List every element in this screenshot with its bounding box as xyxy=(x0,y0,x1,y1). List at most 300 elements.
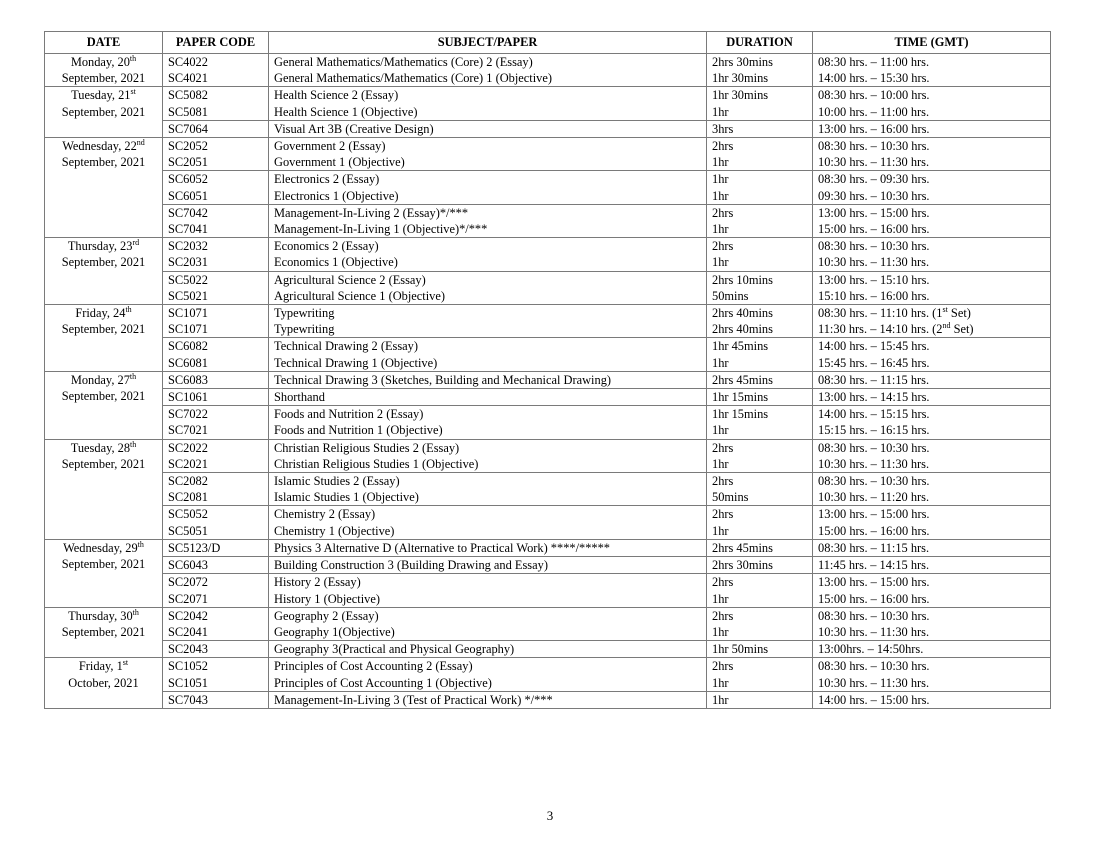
paper-code-cell xyxy=(163,271,269,304)
paper-code-cell xyxy=(163,138,269,171)
duration-cell xyxy=(707,539,813,556)
paper-code-text: SC2043 xyxy=(168,642,208,657)
time-value: 08:30 hrs. – 10:30 hrs. xyxy=(818,139,930,154)
date-weekday xyxy=(47,238,160,254)
paper-code-text: SC5051 xyxy=(168,523,208,538)
time-value: 08:30 hrs. – 10:00 hrs. xyxy=(818,88,930,103)
time-cell xyxy=(813,574,1051,607)
time-cell xyxy=(813,439,1051,472)
time-value: 11:45 hrs. – 14:15 hrs. xyxy=(818,558,930,573)
paper-code-cell xyxy=(163,539,269,556)
date-day: Tuesday, 21 xyxy=(71,88,131,103)
paper-code-text: SC4022 xyxy=(168,55,208,69)
time-cell xyxy=(813,539,1051,556)
time-cell xyxy=(813,406,1051,439)
duration-cell xyxy=(707,204,813,237)
duration-cell xyxy=(707,658,813,691)
subject-text: Technical Drawing 3 (Sketches, Building and Mechanical Drawing) xyxy=(274,372,612,387)
paper-code-cell xyxy=(163,171,269,204)
time-text xyxy=(818,272,1045,288)
duration-text: 1hr 45mins xyxy=(712,339,769,354)
time-text xyxy=(818,238,1045,254)
subject-text: Technical Drawing 2 (Essay) xyxy=(274,339,418,354)
subject-cell xyxy=(269,338,707,371)
time-text xyxy=(818,221,1045,237)
time-text xyxy=(818,372,1045,388)
header-duration: DURATION xyxy=(707,32,813,54)
table-row xyxy=(45,658,1051,691)
paper-code-text: SC7042 xyxy=(168,205,208,220)
time-value: 08:30 hrs. – 10:30 hrs. xyxy=(818,239,930,254)
time-value: 08:30 hrs. – 10:30 hrs. xyxy=(818,474,930,489)
subject-text: Islamic Studies 2 (Essay) xyxy=(274,474,400,489)
date-month-year: September, 2021 xyxy=(61,557,146,572)
table-row xyxy=(45,371,1051,388)
time-cell xyxy=(813,473,1051,506)
subject-cell xyxy=(269,204,707,237)
date-weekday xyxy=(47,54,160,70)
table-row xyxy=(45,305,1051,338)
subject-text: Economics 2 (Essay) xyxy=(274,239,379,254)
subject-text: Shorthand xyxy=(274,390,325,405)
table-row xyxy=(45,557,1051,574)
ordinal-suffix: nd xyxy=(942,321,951,331)
subject-cell xyxy=(269,87,707,120)
subject-cell xyxy=(269,641,707,658)
paper-code-cell xyxy=(163,54,269,87)
time-text xyxy=(818,641,1045,657)
subject-cell xyxy=(269,607,707,640)
paper-code-cell xyxy=(163,607,269,640)
date-day: Thursday, 23 xyxy=(67,239,133,254)
time-value: 15:45 hrs. – 16:45 hrs. xyxy=(818,355,930,370)
time-text xyxy=(818,608,1045,624)
ordinal-suffix: st xyxy=(942,305,948,314)
paper-code-text: SC1052 xyxy=(168,659,208,674)
time-text xyxy=(818,540,1045,556)
paper-code-text: SC7041 xyxy=(168,222,208,237)
date-day: Wednesday, 29 xyxy=(63,540,138,555)
paper-code-text: SC5082 xyxy=(168,88,208,103)
subject-cell xyxy=(269,658,707,691)
table-row xyxy=(45,506,1051,539)
paper-code-text: SC5021 xyxy=(168,288,208,303)
paper-code-text: SC2041 xyxy=(168,624,208,639)
subject-text: Principles of Cost Accounting 2 (Essay) xyxy=(274,659,473,674)
date-cell xyxy=(45,658,163,709)
date-month-year: September, 2021 xyxy=(61,71,146,86)
time-value: 14:00 hrs. – 15:30 hrs. xyxy=(818,71,930,86)
time-text xyxy=(818,591,1045,607)
paper-code-cell xyxy=(163,389,269,406)
duration-text: 2hrs xyxy=(712,608,734,623)
time-note: Set) xyxy=(950,322,974,337)
subject-cell xyxy=(269,506,707,539)
paper-code-text: SC2072 xyxy=(168,575,208,590)
subject-text: Technical Drawing 1 (Objective) xyxy=(274,355,438,370)
paper-code-text: SC1051 xyxy=(168,675,208,690)
paper-code-text: SC6081 xyxy=(168,355,208,370)
duration-text: 2hrs 40mins xyxy=(712,322,773,337)
paper-code-text: SC7064 xyxy=(168,121,208,136)
time-value: 11:30 hrs. – 14:10 hrs. (2 xyxy=(818,322,943,337)
date-weekday xyxy=(47,608,160,624)
duration-text: 1hr xyxy=(712,624,729,639)
date-cell xyxy=(45,539,163,607)
date-month-year: September, 2021 xyxy=(61,104,146,119)
duration-cell xyxy=(707,120,813,137)
date-weekday xyxy=(47,138,160,154)
table-row xyxy=(45,338,1051,371)
duration-cell xyxy=(707,54,813,87)
subject-cell xyxy=(269,54,707,87)
paper-code-text: SC7022 xyxy=(168,407,208,422)
duration-text: 2hrs 45mins xyxy=(712,540,773,555)
date-cell xyxy=(45,439,163,539)
ordinal-suffix: th xyxy=(130,439,137,449)
paper-code-text: SC2032 xyxy=(168,239,208,254)
duration-cell xyxy=(707,389,813,406)
duration-text: 2hrs xyxy=(712,575,734,590)
paper-code-text: SC5081 xyxy=(168,104,208,119)
subject-text: Geography 3(Practical and Physical Geography) xyxy=(274,642,515,657)
paper-code-cell xyxy=(163,574,269,607)
paper-code-cell xyxy=(163,120,269,137)
table-row xyxy=(45,171,1051,204)
time-value: 08:30 hrs. – 10:30 hrs. xyxy=(818,659,930,674)
subject-text: Chemistry 1 (Objective) xyxy=(274,523,395,538)
duration-cell xyxy=(707,506,813,539)
time-cell xyxy=(813,305,1051,338)
time-value: 10:30 hrs. – 11:30 hrs. xyxy=(818,255,930,270)
paper-code-text: SC6082 xyxy=(168,339,208,354)
time-text xyxy=(818,355,1045,371)
paper-code-text: SC2082 xyxy=(168,474,208,489)
duration-text: 2hrs 30mins xyxy=(712,558,773,573)
subject-text: General Mathematics/Mathematics (Core) 2 (Essay) xyxy=(274,55,533,69)
time-text xyxy=(818,624,1045,640)
subject-text: Chemistry 2 (Essay) xyxy=(274,507,376,522)
time-value: 10:30 hrs. – 11:20 hrs. xyxy=(818,490,930,505)
duration-cell xyxy=(707,87,813,120)
subject-text: Christian Religious Studies 2 (Essay) xyxy=(274,440,460,455)
duration-text: 2hrs xyxy=(712,474,734,489)
time-value: 14:00 hrs. – 15:45 hrs. xyxy=(818,339,930,354)
time-cell xyxy=(813,138,1051,171)
time-text xyxy=(818,489,1045,505)
duration-text: 2hrs xyxy=(712,440,734,455)
paper-code-cell xyxy=(163,87,269,120)
time-value: 13:00 hrs. – 16:00 hrs. xyxy=(818,121,930,136)
paper-code-cell xyxy=(163,557,269,574)
time-cell xyxy=(813,389,1051,406)
subject-text: Geography 2 (Essay) xyxy=(274,608,379,623)
time-cell xyxy=(813,204,1051,237)
subject-cell xyxy=(269,539,707,556)
duration-text: 50mins xyxy=(712,288,749,303)
paper-code-text: SC1071 xyxy=(168,306,208,321)
time-value: 10:30 hrs. – 11:30 hrs. xyxy=(818,675,930,690)
time-note: Set) xyxy=(947,306,971,321)
paper-code-text: SC7043 xyxy=(168,692,208,707)
time-text xyxy=(818,321,1045,337)
time-value: 13:00 hrs. – 14:15 hrs. xyxy=(818,390,930,405)
subject-text: Islamic Studies 1 (Objective) xyxy=(274,490,419,505)
time-text xyxy=(818,422,1045,438)
duration-cell xyxy=(707,439,813,472)
time-value: 15:00 hrs. – 16:00 hrs. xyxy=(818,591,930,606)
time-value: 15:15 hrs. – 16:15 hrs. xyxy=(818,423,930,438)
duration-text: 1hr 30mins xyxy=(712,71,769,86)
subject-cell xyxy=(269,473,707,506)
table-row xyxy=(45,607,1051,640)
date-month-year: September, 2021 xyxy=(61,255,146,270)
ordinal-suffix: th xyxy=(125,305,132,314)
subject-cell xyxy=(269,171,707,204)
date-month-year: September, 2021 xyxy=(61,322,146,337)
time-text xyxy=(818,154,1045,170)
time-cell xyxy=(813,658,1051,691)
duration-text: 2hrs xyxy=(712,659,734,674)
subject-text: History 1 (Objective) xyxy=(274,591,380,606)
duration-text: 3hrs xyxy=(712,121,734,136)
duration-text: 1hr xyxy=(712,692,729,707)
time-text xyxy=(818,675,1045,691)
time-value: 08:30 hrs. – 11:10 hrs. (1 xyxy=(818,306,943,321)
paper-code-text: SC2052 xyxy=(168,139,208,154)
time-text xyxy=(818,104,1045,120)
subject-cell xyxy=(269,691,707,708)
duration-text: 2hrs xyxy=(712,239,734,254)
table-row xyxy=(45,389,1051,406)
duration-text: 1hr xyxy=(712,423,729,438)
time-value: 13:00 hrs. – 15:00 hrs. xyxy=(818,507,930,522)
time-value: 08:30 hrs. – 10:30 hrs. xyxy=(818,440,930,455)
duration-cell xyxy=(707,238,813,271)
time-text xyxy=(818,389,1045,405)
subject-text: Health Science 2 (Essay) xyxy=(274,88,399,103)
time-value: 08:30 hrs. – 11:15 hrs. xyxy=(818,540,930,555)
ordinal-suffix: th xyxy=(129,371,137,381)
date-day: Thursday, 30 xyxy=(68,608,133,623)
ordinal-suffix: st xyxy=(130,87,136,97)
paper-code-cell xyxy=(163,338,269,371)
time-text xyxy=(818,557,1045,573)
time-text xyxy=(818,506,1045,522)
time-value: 15:00 hrs. – 16:00 hrs. xyxy=(818,222,930,237)
time-cell xyxy=(813,120,1051,137)
subject-text: Economics 1 (Objective) xyxy=(274,255,398,270)
header-paper-code: PAPER CODE xyxy=(163,32,269,54)
time-text xyxy=(818,338,1045,354)
paper-code-cell xyxy=(163,658,269,691)
table-row xyxy=(45,138,1051,171)
time-text xyxy=(818,70,1045,86)
date-cell xyxy=(45,238,163,305)
date-day: Tuesday, 28 xyxy=(70,440,131,455)
duration-text: 2hrs 10mins xyxy=(712,272,773,287)
paper-code-text: SC4021 xyxy=(168,71,208,86)
date-day: Friday, 24 xyxy=(75,306,126,321)
subject-text: Management-In-Living 1 (Objective)*/*** xyxy=(274,222,488,237)
subject-text: Health Science 1 (Objective) xyxy=(274,104,418,119)
time-cell xyxy=(813,238,1051,271)
table-row xyxy=(45,691,1051,708)
time-value: 13:00hrs. – 14:50hrs. xyxy=(818,642,924,657)
subject-cell xyxy=(269,271,707,304)
subject-text: Management-In-Living 2 (Essay)*/*** xyxy=(274,205,469,220)
subject-text: Electronics 1 (Objective) xyxy=(274,188,399,203)
table-row xyxy=(45,87,1051,120)
header-subject: SUBJECT/PAPER xyxy=(269,32,707,54)
time-cell xyxy=(813,87,1051,120)
time-value: 08:30 hrs. – 11:00 hrs. xyxy=(818,55,930,69)
subject-text: Foods and Nutrition 1 (Objective) xyxy=(274,423,443,438)
date-weekday xyxy=(47,87,160,103)
subject-text: Principles of Cost Accounting 1 (Objective) xyxy=(274,675,492,690)
date-weekday xyxy=(47,658,160,674)
time-text xyxy=(818,523,1045,539)
time-text xyxy=(818,121,1045,137)
duration-cell xyxy=(707,271,813,304)
time-text xyxy=(818,54,1045,70)
time-text xyxy=(818,456,1045,472)
time-cell xyxy=(813,557,1051,574)
duration-text: 1hr 15mins xyxy=(712,390,769,405)
subject-text: General Mathematics/Mathematics (Core) 1 (Objective) xyxy=(274,71,552,86)
subject-text: Foods and Nutrition 2 (Essay) xyxy=(274,407,424,422)
duration-cell xyxy=(707,641,813,658)
subject-cell xyxy=(269,389,707,406)
subject-text: Management-In-Living 3 (Test of Practical Work) */*** xyxy=(274,692,553,707)
subject-text: Geography 1(Objective) xyxy=(274,624,395,639)
time-value: 13:00 hrs. – 15:00 hrs. xyxy=(818,575,930,590)
subject-cell xyxy=(269,439,707,472)
paper-code-text: SC5022 xyxy=(168,272,208,287)
duration-cell xyxy=(707,557,813,574)
paper-code-cell xyxy=(163,371,269,388)
duration-cell xyxy=(707,691,813,708)
paper-code-text: SC7021 xyxy=(168,423,208,438)
date-weekday xyxy=(47,372,160,388)
date-weekday xyxy=(47,540,160,556)
duration-text: 2hrs xyxy=(712,139,734,154)
time-text xyxy=(818,440,1045,456)
duration-cell xyxy=(707,338,813,371)
time-value: 15:00 hrs. – 16:00 hrs. xyxy=(818,523,930,538)
date-month-year: October, 2021 xyxy=(68,675,139,690)
duration-text: 1hr 50mins xyxy=(712,642,769,657)
subject-text: Agricultural Science 1 (Objective) xyxy=(274,288,445,303)
time-text xyxy=(818,574,1045,590)
subject-cell xyxy=(269,406,707,439)
duration-text: 1hr xyxy=(712,523,729,538)
time-cell xyxy=(813,338,1051,371)
header-date: DATE xyxy=(45,32,163,54)
table-row xyxy=(45,439,1051,472)
time-text xyxy=(818,171,1045,187)
duration-text: 2hrs xyxy=(712,205,734,220)
time-cell xyxy=(813,171,1051,204)
date-day: Monday, 27 xyxy=(70,372,130,387)
time-text xyxy=(818,188,1045,204)
date-cell xyxy=(45,371,163,439)
duration-text: 1hr 30mins xyxy=(712,88,769,103)
subject-cell xyxy=(269,371,707,388)
duration-text: 1hr xyxy=(712,675,729,690)
time-value: 10:30 hrs. – 11:30 hrs. xyxy=(818,456,930,471)
duration-text: 2hrs xyxy=(712,507,734,522)
duration-cell xyxy=(707,171,813,204)
duration-text: 1hr xyxy=(712,188,729,203)
subject-text: History 2 (Essay) xyxy=(274,575,361,590)
duration-cell xyxy=(707,138,813,171)
ordinal-suffix: rd xyxy=(132,238,140,248)
subject-cell xyxy=(269,557,707,574)
date-weekday xyxy=(47,305,160,321)
time-text xyxy=(818,87,1045,103)
paper-code-cell xyxy=(163,238,269,271)
paper-code-text: SC2042 xyxy=(168,608,208,623)
duration-text: 1hr xyxy=(712,591,729,606)
time-value: 10:30 hrs. – 11:30 hrs. xyxy=(818,624,930,639)
subject-text: Electronics 2 (Essay) xyxy=(274,172,380,187)
duration-text: 1hr xyxy=(712,104,729,119)
duration-cell xyxy=(707,305,813,338)
paper-code-cell xyxy=(163,473,269,506)
time-text xyxy=(818,288,1045,304)
header-time: TIME (GMT) xyxy=(813,32,1051,54)
page-number: 3 xyxy=(546,808,554,823)
subject-text: Agricultural Science 2 (Essay) xyxy=(274,272,426,287)
duration-text: 1hr xyxy=(712,255,729,270)
ordinal-suffix: th xyxy=(129,54,137,63)
time-text xyxy=(818,205,1045,221)
time-text xyxy=(818,305,1045,321)
duration-text: 2hrs 30mins xyxy=(712,55,773,69)
header-row xyxy=(45,32,1051,54)
time-value: 08:30 hrs. – 10:30 hrs. xyxy=(818,608,930,623)
paper-code-text: SC6051 xyxy=(168,188,208,203)
date-day: Wednesday, 22 xyxy=(62,139,137,154)
date-cell xyxy=(45,138,163,238)
table-row xyxy=(45,641,1051,658)
time-value: 10:00 hrs. – 11:00 hrs. xyxy=(818,104,930,119)
paper-code-cell xyxy=(163,641,269,658)
date-weekday xyxy=(47,440,160,456)
subject-text: Government 1 (Objective) xyxy=(274,155,405,170)
time-cell xyxy=(813,607,1051,640)
paper-code-text: SC2051 xyxy=(168,155,208,170)
subject-text: Government 2 (Essay) xyxy=(274,139,386,154)
date-month-year: September, 2021 xyxy=(61,624,146,639)
duration-cell xyxy=(707,607,813,640)
table-row xyxy=(45,120,1051,137)
paper-code-text: SC2071 xyxy=(168,591,208,606)
table-row xyxy=(45,204,1051,237)
duration-text: 1hr xyxy=(712,456,729,471)
paper-code-text: SC6043 xyxy=(168,558,208,573)
time-cell xyxy=(813,641,1051,658)
duration-text: 1hr xyxy=(712,172,729,187)
paper-code-cell xyxy=(163,204,269,237)
date-cell xyxy=(45,305,163,372)
paper-code-text: SC5052 xyxy=(168,507,208,522)
subject-text: Building Construction 3 (Building Drawing and Essay) xyxy=(274,558,548,573)
date-day: Friday, 1 xyxy=(78,659,123,674)
time-cell xyxy=(813,691,1051,708)
time-cell xyxy=(813,271,1051,304)
